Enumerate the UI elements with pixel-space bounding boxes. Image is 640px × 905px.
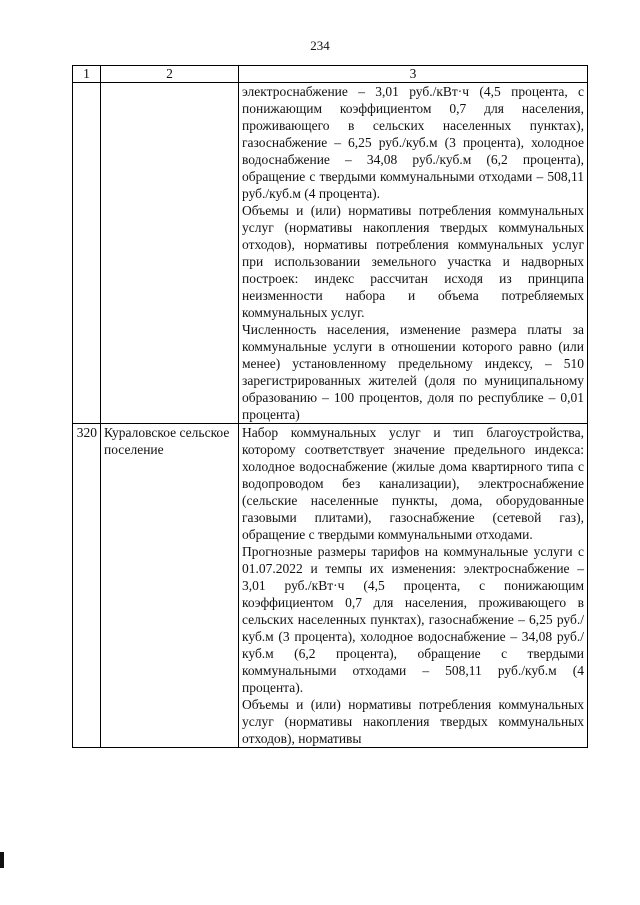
column-header: 3 xyxy=(239,66,588,83)
table-row xyxy=(73,424,588,748)
description-paragraph: Объемы и (или) нормативы потребления коммунальных услуг (нормативы накопления твердых коммунальных отходов), нормативы потребления коммунальных услуг при использовании земельного участка и надворных построек: индекс рассчитан исходя из принципа неизменности набора и объема потребляемых коммунальных услуг. xyxy=(242,203,584,320)
row-number xyxy=(73,83,101,424)
description-paragraph: Прогнозные размеры тарифов на коммунальные услуги с 01.07.2022 и темпы их изменения: электроснабжение – 3,01 руб./кВт·ч (4,5 процента, с понижающим коэффициентом 0,7 для населения, проживающего в сельских населенных пунктах), газоснабжение – 6,25 руб./куб.м (3 процента), холодное водоснабжение – 34,08 руб./куб.м (6,2 процента), обращение с твердыми коммунальными отходами – 508,11 руб./куб.м (4 процента). xyxy=(242,544,584,695)
tariff-table xyxy=(72,65,588,748)
row-description xyxy=(239,424,588,748)
municipality-name xyxy=(101,83,239,424)
row-number: 320 xyxy=(73,424,101,748)
description-paragraph: Численность населения, изменение размера платы за коммунальные услуги в отношении которого равно (или менее) установленному предельному индексу, – 510 зарегистрированных жителей (доля по муниципальному образованию – 100 процентов, доля по республике – 0,01 процента) xyxy=(242,322,584,422)
table-row xyxy=(73,83,588,424)
description-paragraph: Набор коммунальных услуг и тип благоустройства, которому соответствует значение предельного индекса: холодное водоснабжение (жилые дома квартирного типа с водопроводом без канализации), электроснабжение (сельские населенные пункты, дома, оборудованные газовыми плитами), газоснабжение (сетевой газ), обращение с твердыми коммунальными отходами. xyxy=(242,425,584,542)
description-paragraph: электроснабжение – 3,01 руб./кВт·ч (4,5 процента, с понижающим коэффициентом 0,7 для населения, проживающего в сельских населенных пунктах), газоснабжение – 6,25 руб./куб.м (3 процента), холодное водоснабжение – 34,08 руб./куб.м (6,2 процента), обращение с твердыми коммунальными отходами – 508,11 руб./куб.м (4 процента). xyxy=(242,84,584,201)
row-description xyxy=(239,83,588,424)
column-header: 2 xyxy=(101,66,239,83)
description-paragraph: Объемы и (или) нормативы потребления коммунальных услуг (нормативы накопления твердых коммунальных отходов), нормативы xyxy=(242,697,584,746)
page-number: 234 xyxy=(310,38,330,53)
scan-edge-mark xyxy=(0,852,4,868)
column-header: 1 xyxy=(73,66,101,83)
table-header-row xyxy=(73,66,588,83)
municipality-name: Кураловское сельское поселение xyxy=(101,424,239,748)
